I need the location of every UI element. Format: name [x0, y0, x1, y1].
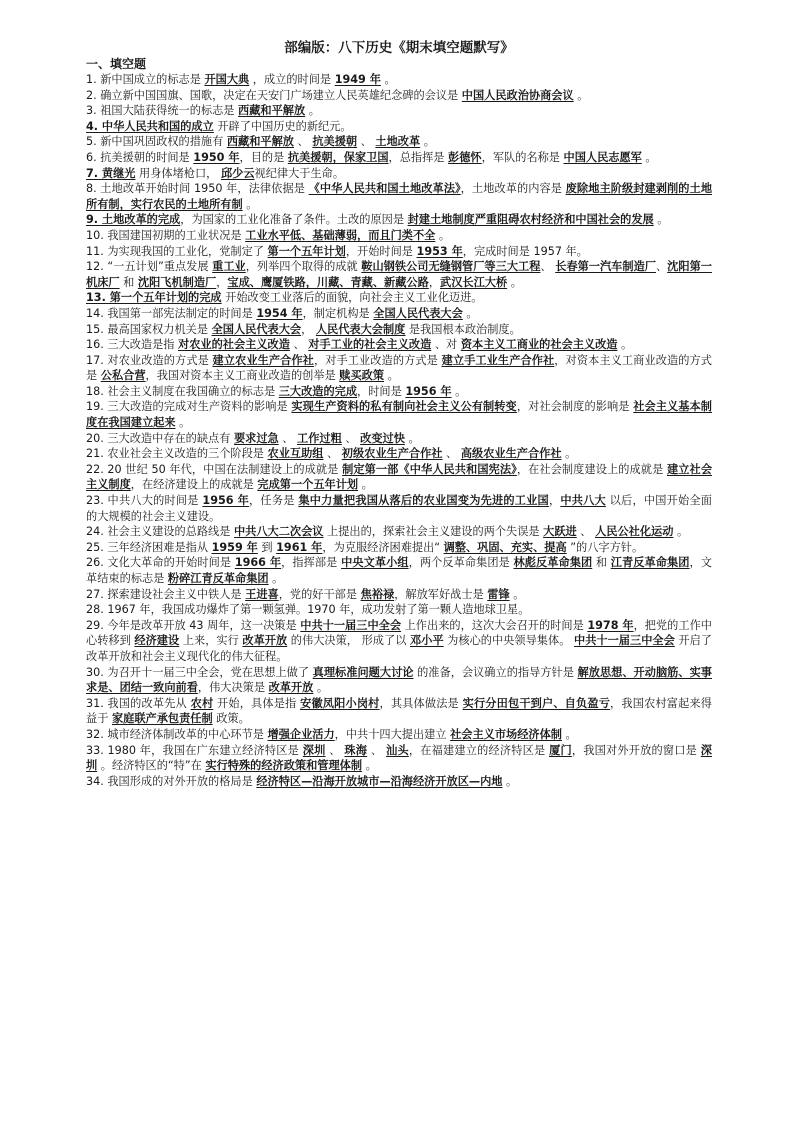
- question-text: ，把党的工作中心转移到: [86, 618, 712, 648]
- answer-blank: 13. 第一个五年计划的完成: [86, 291, 222, 305]
- answer-blank: 厦门: [549, 743, 572, 757]
- answer-blank: 1966 年: [234, 556, 282, 570]
- answer-blank: 赎买政策: [339, 369, 385, 383]
- answer-blank: 实行特殊的经济政策和管理体制: [205, 759, 363, 773]
- answer-blank: 邓小平: [409, 634, 444, 648]
- question-list: [86, 72, 712, 789]
- question-item: [86, 134, 712, 150]
- answer-blank: 林彪反革命集团: [513, 556, 593, 570]
- question-text: 5. 新中国巩固政权的措施有: [86, 135, 227, 149]
- question-item: [86, 774, 712, 790]
- answer-blank: 中共十一届三中全会: [573, 634, 675, 648]
- question-text: ，列举四个取得的成就: [245, 260, 362, 274]
- answer-blank: 工业水平低、基础薄弱，而且门类不全: [245, 228, 436, 242]
- answer-blank: 重工业: [212, 260, 246, 274]
- answer-blank: 彭德怀: [448, 150, 482, 164]
- question-text: 、: [357, 135, 376, 149]
- answer-blank: 改变过快: [360, 431, 405, 445]
- answer-blank: 粉碎江青反革命集团: [167, 572, 269, 585]
- question-text: 。: [507, 275, 522, 289]
- answer-blank: 4. 中华人民共和国的成立: [86, 119, 214, 133]
- question-item: [86, 228, 712, 244]
- question-text: 。: [561, 447, 577, 461]
- question-text: ，时间是: [357, 384, 406, 398]
- question-item: [86, 119, 712, 135]
- answer-blank: 武汉长江大桥: [440, 275, 508, 289]
- question-text: ，为国家的工业化准备了条件。土改的原因是: [180, 213, 408, 227]
- question-text: 3. 祖国大陆获得统一的标志是: [86, 104, 239, 118]
- document-page: [86, 40, 712, 789]
- question-text: ，对资本主义工商业改造的方式是: [86, 353, 712, 383]
- question-text: 33. 1980 年，我国在广东建立经济特区是: [86, 743, 303, 757]
- answer-blank: 王进喜: [245, 587, 279, 601]
- question-item: [86, 306, 712, 322]
- question-text: 29. 今年是改革开放 43 周年，这一决策是: [86, 618, 301, 632]
- answer-blank: 建立手工业生产合作社: [441, 353, 555, 367]
- question-text: 17. 对农业改造的方式是: [86, 353, 213, 367]
- question-text: 15. 最高国家权力机关是: [86, 322, 212, 336]
- answer-blank: 1956 年: [405, 384, 452, 398]
- question-text: 26. 文化大革命的开始时间是: [86, 556, 235, 570]
- question-text: 、对: [431, 338, 461, 352]
- question-text: 。: [404, 431, 420, 445]
- question-text: ”的八字方针。: [566, 540, 644, 554]
- question-text: 开始，具体是指: [213, 696, 301, 710]
- question-text: 6. 抗美援朝的时间是: [86, 150, 194, 164]
- question-item: [86, 665, 712, 696]
- answer-blank: 9. 土地改革的完成: [86, 213, 181, 227]
- answer-blank: 中共十一届三中全会: [300, 618, 402, 632]
- question-text: 。: [435, 228, 451, 242]
- question-text: 27. 探索建设社会主义中铁人是: [86, 587, 246, 601]
- answer-blank: 调整、巩固、充实、提高: [443, 540, 567, 554]
- question-text: ，完成时间是 1957 年。: [462, 244, 588, 258]
- question-text: 。: [362, 759, 377, 773]
- question-text: 、: [540, 260, 556, 274]
- question-text: 的伟大决策， 形成了以: [287, 634, 410, 648]
- question-item: [86, 212, 712, 228]
- answer-blank: 家庭联产承包责任制: [111, 712, 213, 726]
- answer-blank: 废除地主阶级封建剥削的土地所有制，实行农民的土地所有制: [86, 182, 713, 211]
- question-item: [86, 696, 712, 727]
- question-text: 16. 三大改造是指: [86, 338, 179, 352]
- question-text: ，我国对资本主义工商业改造的创举是: [145, 369, 340, 383]
- answer-blank: 人民代表大会制度: [315, 322, 406, 336]
- answer-blank: 中央文革小组: [341, 556, 409, 570]
- question-text: 上来，实行: [179, 634, 243, 648]
- question-text: 32. 城市经济体制改革的中心环节是: [86, 727, 268, 741]
- question-text: 。: [384, 369, 399, 383]
- answer-blank: 江青反革命集团: [610, 556, 690, 570]
- question-text: 21. 农业社会主义改造的三个阶段是: [86, 447, 268, 461]
- answer-blank: 经济建设: [134, 634, 180, 648]
- question-text: 、: [655, 260, 668, 274]
- question-text: 。: [641, 150, 657, 164]
- question-text: 23. 中共八大的时间是: [86, 494, 203, 508]
- question-text: ，: [216, 275, 228, 289]
- question-text: ，总指挥是: [388, 150, 449, 164]
- answer-blank: 初级农业生产合作社: [341, 447, 443, 461]
- question-text: ，成立的时间是: [249, 73, 335, 86]
- question-text: 。经济特区的“特”在: [97, 759, 206, 773]
- answer-blank: 封建土地制度严重阻碍农村经济和中国社会的发展: [407, 213, 654, 227]
- answer-blank: 西藏和平解放: [238, 104, 306, 118]
- question-text: 22. 20 世纪 50 年代，中国在法制建设上的成就是: [86, 462, 343, 476]
- answer-blank: 7. 黄继光: [86, 166, 136, 180]
- question-item: [86, 462, 712, 493]
- question-item: [86, 618, 712, 665]
- question-item: [86, 384, 712, 400]
- answer-blank: 人民公社化运动: [595, 525, 674, 539]
- question-text: ，对社会制度的影响是: [516, 400, 634, 414]
- question-text: ，土地改革的内容是: [460, 182, 566, 196]
- question-text: 、: [289, 338, 309, 352]
- question-text: ，对手工业改造的方式是: [313, 353, 442, 367]
- question-text: 11. 为实现我国的工业化，党制定了: [86, 244, 268, 258]
- answer-blank: 宝成、鹰厦铁路，川藏、青藏、新藏公路: [227, 275, 429, 289]
- question-text: 、: [278, 431, 298, 445]
- answer-blank: 第一个五年计划: [267, 244, 346, 258]
- question-text: ，在社会制度建设上的成就是: [516, 462, 667, 476]
- question-text: 、: [367, 743, 387, 757]
- answer-blank: 中共八大二次会议: [233, 525, 324, 539]
- question-text: 、: [294, 135, 313, 149]
- question-text: 、: [325, 743, 345, 757]
- question-item: [86, 259, 712, 290]
- question-text: 。: [242, 197, 258, 211]
- answer-blank: 沈阳飞机制造厂: [137, 275, 217, 289]
- answer-blank: 社会主义基本制度在我国建立起来: [86, 400, 712, 430]
- question-text: ，任务是: [249, 494, 299, 508]
- question-item: [86, 290, 712, 306]
- question-text: ，我国对外开放的窗口是: [571, 743, 701, 757]
- question-text: 12. “一五计划”重点发展: [86, 260, 213, 274]
- answer-blank: 高级农业生产合作社: [460, 447, 562, 461]
- question-text: 开辟了中国历史的新纪元。: [213, 119, 352, 133]
- answer-blank: 1978 年: [587, 618, 634, 632]
- answer-blank: 1953 年: [416, 244, 463, 258]
- question-item: [86, 555, 712, 586]
- answer-blank: 实现生产资料的私有制向社会主义公有制转变: [291, 400, 517, 414]
- question-text: 。: [358, 478, 373, 492]
- question-text: 。: [420, 135, 435, 149]
- answer-blank: 邱少云: [220, 166, 255, 180]
- question-text: ，: [548, 494, 561, 508]
- answer-blank: 解放思想、开动脑筋、实事求是、团结一致向前看: [86, 665, 712, 695]
- answer-blank: 1950 年: [193, 150, 240, 164]
- answer-blank: 改革开放: [268, 681, 314, 695]
- question-text: 。: [562, 727, 577, 741]
- question-text: 。: [313, 681, 329, 695]
- answer-blank: 1954 年: [256, 306, 303, 320]
- question-text: 到: [257, 540, 277, 554]
- answer-blank: 1956 年: [202, 494, 250, 508]
- question-item: [86, 244, 712, 260]
- question-item: [86, 493, 712, 524]
- question-text: 。: [462, 306, 478, 320]
- question-text: ，中共十四大提出建立: [334, 727, 451, 741]
- answer-blank: 开国大典: [204, 73, 250, 86]
- question-text: ，制定机构是: [302, 306, 374, 320]
- question-item: [86, 88, 712, 104]
- question-text: 是我国根本政治制度。: [405, 322, 521, 336]
- answer-blank: 西藏和平解放: [226, 135, 294, 149]
- answer-blank: 抗美援朝: [312, 135, 358, 149]
- question-text: 14. 我国第一部宪法制定的时间是: [86, 306, 257, 320]
- question-text: 。: [509, 587, 525, 601]
- answer-blank: 安徽凤阳小岗村: [300, 696, 380, 710]
- question-text: 视纪律大于生命。: [254, 166, 345, 180]
- question-text: ，伟大决策是: [197, 681, 269, 695]
- question-text: 上作出来的，这次大会召开的时间是: [401, 618, 588, 632]
- question-text: 、: [442, 447, 461, 461]
- question-text: 。: [380, 73, 396, 86]
- answer-blank: 大跃进: [543, 525, 577, 539]
- answer-blank: 对手工业的社会主义改造: [308, 338, 432, 352]
- answer-blank: 农村: [190, 696, 214, 710]
- answer-blank: 土地改革: [375, 135, 421, 149]
- document-title: 部编版：八下历史《期末填空题默写》: [284, 40, 514, 56]
- question-text: 的准备，会议确立的指导方针是: [413, 665, 578, 679]
- question-item: [86, 166, 712, 182]
- answer-blank: 焦裕禄: [360, 587, 395, 601]
- question-text: ，其具体做法是: [379, 696, 463, 710]
- question-text: ，指挥部是: [281, 556, 342, 570]
- answer-blank: 要求过急: [233, 431, 279, 445]
- question-text: 政策。: [212, 712, 250, 726]
- answer-blank: 1961 年: [276, 540, 323, 554]
- question-text: 25. 三年经济困难是指从: [86, 540, 212, 554]
- question-item: [86, 446, 712, 462]
- question-item: [86, 540, 712, 556]
- question-text: 开启了改革开放和社会主义现代化的伟大征程。: [86, 634, 712, 663]
- question-text: ，在福建建立的经济特区是: [408, 743, 550, 757]
- question-item: [86, 399, 712, 430]
- question-text: 。: [617, 338, 633, 352]
- answer-blank: 抗美援朝，保家卫国: [287, 150, 389, 164]
- question-text: 开始改变工业落后的面貌，向社会主义工业化迈进。: [221, 291, 483, 305]
- question-text: 8. 土地改革开始时间 1950 年，法律依据是: [86, 182, 309, 196]
- question-text: 上提出的，探索社会主义建设的两个失误是: [323, 525, 544, 539]
- question-text: 10. 我国建国初期的工业状况是: [86, 228, 246, 242]
- answer-blank: 珠海: [344, 743, 368, 757]
- question-text: ，解放军好战士是: [394, 587, 488, 601]
- answer-blank: 深圳: [302, 743, 326, 757]
- question-text: ，两个反革命集团是: [408, 556, 514, 570]
- question-text: ，目的是: [239, 150, 288, 164]
- answer-blank: 中共八大: [560, 494, 606, 508]
- question-text: 30. 为召开十一届三中全会，党在思想上做了: [86, 665, 313, 679]
- question-item: [86, 602, 712, 618]
- question-text: 31. 我国的改革先从: [86, 696, 191, 710]
- question-text: 19. 三大改造的完成对生产资料的影响是: [86, 400, 292, 414]
- answer-blank: 对农业的社会主义改造: [178, 338, 290, 352]
- question-text: ，文革结束的标志是: [86, 556, 712, 585]
- answer-blank: 1949 年: [334, 73, 381, 86]
- answer-blank: 集中力量把我国从落后的农业国变为先进的工业国: [298, 494, 549, 508]
- answer-blank: 农业互助组: [267, 447, 324, 461]
- answer-blank: 长春第一汽车制造厂: [555, 260, 656, 274]
- answer-blank: 实行分田包干到户、自负盈亏: [462, 696, 611, 710]
- section-heading: 一、填空题: [86, 57, 147, 71]
- answer-blank: 中国人民志愿军: [563, 150, 642, 164]
- question-text: ，: [301, 322, 316, 336]
- question-item: [86, 353, 712, 384]
- question-text: ，开始时间是: [345, 244, 417, 258]
- answer-blank: 建立农业生产合作社: [212, 353, 314, 367]
- answer-blank: 公私合营: [100, 369, 146, 383]
- answer-blank: 雷锋: [487, 587, 510, 601]
- question-text: 为核心的中央领导集体。: [443, 634, 574, 648]
- question-text: ，: [428, 275, 441, 289]
- question-text: 34. 我国形成的对外开放的格局是: [86, 774, 257, 788]
- answer-blank: 三大改造的完成: [278, 384, 358, 398]
- question-text: 。: [451, 384, 467, 398]
- question-text: 2. 确立新中国国旗、国歌，决定在天安门广场建立人民英雄纪念碑的会议是: [86, 88, 462, 102]
- answer-blank: 制定第一部《中华人民共和国宪法》: [342, 462, 517, 476]
- question-item: [86, 181, 712, 212]
- answer-blank: 汕头: [386, 743, 409, 757]
- question-text: 、: [341, 431, 361, 445]
- question-text: 。: [305, 104, 320, 118]
- answer-blank: 中国人民政治协商会议: [461, 88, 574, 102]
- question-text: 。: [502, 774, 518, 788]
- question-text: ，在经济建设上的成就是: [130, 478, 258, 492]
- question-text: 和: [119, 275, 138, 289]
- answer-blank: 经济特区—沿海开放城市—沿海经济开放区—内地: [256, 774, 503, 788]
- question-item: [86, 524, 712, 540]
- question-text: 1. 新中国成立的标志是: [86, 73, 205, 86]
- answer-blank: 全国人民代表大会: [373, 306, 463, 320]
- question-item: [86, 322, 712, 338]
- question-text: 。: [573, 88, 589, 102]
- question-item: [86, 150, 712, 166]
- answer-blank: 深圳: [86, 743, 712, 773]
- answer-blank: 完成第一个五年计划: [257, 478, 359, 492]
- question-text: 28. 1967 年，我国成功爆炸了第一颗氢弹。1970 年，成功发射了第一颗人造地球卫星。: [86, 603, 530, 617]
- question-text: 、: [323, 447, 342, 461]
- question-text: ，党的好干部是: [278, 587, 361, 601]
- answer-blank: 《中华人民共和国土地改革法》: [308, 182, 461, 196]
- question-text: 。: [175, 416, 191, 430]
- answer-blank: 1959 年: [211, 540, 258, 554]
- question-text: ，我国农村富起来得益于: [86, 696, 712, 726]
- question-item: [86, 337, 712, 353]
- question-item: [86, 72, 712, 88]
- answer-blank: 鞍山钢铁公司无缝钢管厂等三大工程: [361, 260, 541, 274]
- question-text: 用身体堵枪口，: [135, 166, 221, 180]
- answer-blank: 沈阳第一机床厂: [86, 260, 712, 289]
- question-item: [86, 431, 712, 447]
- question-text: 以后，中国开始全面的大规模的社会主义建设。: [86, 494, 712, 523]
- question-text: ，为克服经济困难提出“: [322, 540, 444, 554]
- question-text: 。: [673, 525, 689, 539]
- answer-blank: 建立社会主义制度: [86, 462, 713, 492]
- answer-blank: 增强企业活力: [267, 727, 335, 741]
- question-text: 。: [653, 213, 669, 227]
- question-text: 18. 社会主义制度在我国确立的标志是: [86, 384, 279, 398]
- answer-blank: 全国人民代表大会: [211, 322, 302, 336]
- question-text: 20. 三大改造中存在的缺点有: [86, 431, 234, 445]
- question-item: [86, 587, 712, 603]
- question-text: 24. 社会主义建设的总路线是: [86, 525, 234, 539]
- answer-blank: 改革开放: [242, 634, 288, 648]
- answer-blank: 真理标准问题大讨论: [312, 665, 414, 679]
- answer-blank: 社会主义市场经济体制: [450, 727, 562, 741]
- question-text: 。: [268, 572, 284, 585]
- question-text: 和: [592, 556, 611, 570]
- answer-blank: 资本主义工商业的社会主义改造: [460, 338, 618, 352]
- question-text: 、: [576, 525, 596, 539]
- question-item: [86, 103, 712, 119]
- question-text: ，军队的名称是: [481, 150, 564, 164]
- question-item: [86, 743, 712, 774]
- answer-blank: 工作过粗: [297, 431, 342, 445]
- question-item: [86, 727, 712, 743]
